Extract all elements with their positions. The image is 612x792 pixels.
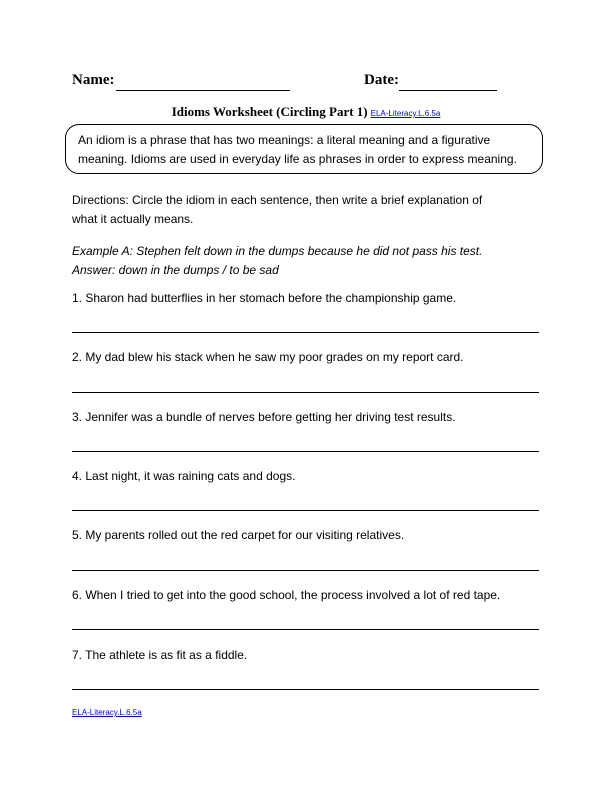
question-3: 3. Jennifer was a bundle of nerves before getting her driving test results. [72,410,456,424]
directions-line-2: what it actually means. [72,212,194,226]
question-1: 1. Sharon had butterflies in her stomach before the championship game. [72,291,457,305]
question-5: 5. My parents rolled out the red carpet for our visiting relatives. [72,528,405,542]
question-7: 7. The athlete is as fit as a fiddle. [72,648,248,662]
definition-line-2: meaning. Idioms are used in everyday life as phrases in order to express meaning. [78,152,517,166]
idiom-definition-box [65,124,543,174]
page-title: Idioms Worksheet (Circling Part 1) [171,104,368,119]
date-answer-line[interactable] [399,90,497,91]
example-answer: Answer: down in the dumps / to be sad [72,263,279,277]
question-4: 4. Last night, it was raining cats and dogs. [72,469,296,483]
answer-line-7[interactable] [72,689,539,690]
answer-line-2[interactable] [72,392,539,393]
answer-line-6[interactable] [72,629,539,630]
date-label: Date: [364,72,399,88]
answer-line-1[interactable] [72,332,539,333]
footer-standard-link[interactable]: ELA-Literacy.L.6.5a [72,708,142,717]
directions [72,191,542,229]
question-2: 2. My dad blew his stack when he saw my poor grades on my report card. [72,350,464,364]
name-label: Name: [72,72,115,88]
worksheet-title [0,104,612,120]
question-6: 6. When I tried to get into the good school, the process involved a lot of red tape. [72,588,501,602]
directions-line-1: Directions: Circle the idiom in each sentence, then write a brief explanation of [72,193,483,207]
example-sentence: Example A: Stephen felt down in the dumps because he did not pass his test. [72,244,483,258]
name-answer-line[interactable] [116,90,290,91]
definition-line-1: An idiom is a phrase that has two meanings: a literal meaning and a figurative [78,133,491,147]
standard-link[interactable]: ELA-Literacy.L.6.5a [370,109,441,118]
example-block [72,242,542,280]
answer-line-3[interactable] [72,451,539,452]
answer-line-4[interactable] [72,510,539,511]
answer-line-5[interactable] [72,570,539,571]
